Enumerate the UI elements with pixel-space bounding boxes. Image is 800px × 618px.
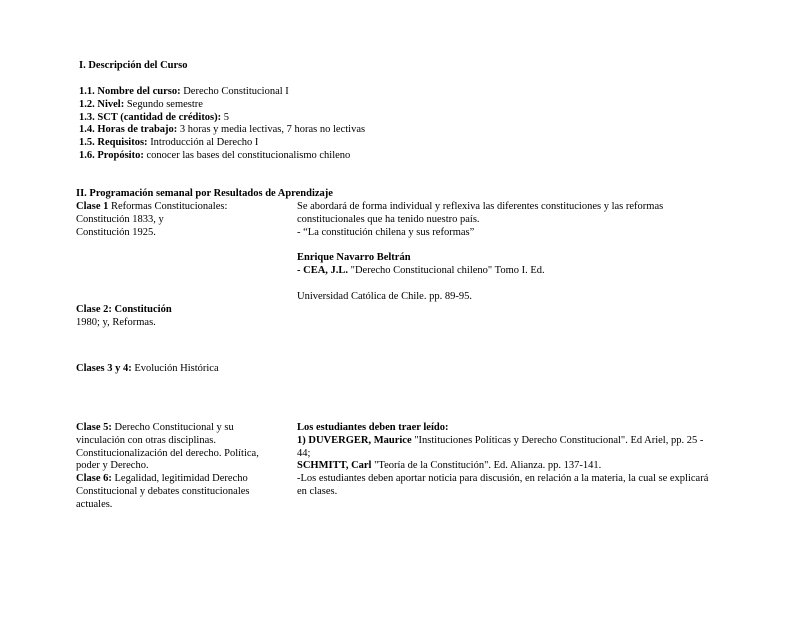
purpose-row [79,150,365,163]
duverger-reference [297,435,717,461]
section-2-heading [76,188,333,201]
course-description-list [79,86,365,163]
discussion-note: -Los estudiantes deben aportar noticia para discusión, en relación a la materia, la cual se explicará en clases. [297,473,709,497]
course-name-row [79,86,365,99]
clase-1-block [76,201,286,239]
clase-1-text: Reformas Constitucionales: [108,201,228,212]
readings-heading: Los estudiantes deben traer leído: [297,422,449,433]
clase-1-description [297,201,717,239]
course-name-value: Derecho Constitucional I [180,86,289,97]
clases-3-4-line [76,363,219,376]
clase-1-reading-title: - “La constitución chilena y sus reformas” [297,226,475,238]
hours-value: 3 horas y media lectivas, 7 horas no lectivas [177,124,366,136]
clase-6-entry [76,473,276,511]
cea-author: - CEA, J.L. [297,264,349,276]
clase-5-text: Derecho Constitucional y su vinculación con otras disciplinas. Constitucionalización del derecho. Política, poder y Derecho. [76,422,259,472]
clase-1-line-3: Constitución 1925. [76,226,156,238]
clase-1-description-text: Se abordará de forma individual y reflexiva las diferentes constituciones y las reformas constitucionales que ha tenido nuestro país. [297,201,664,225]
credits-label: 1.3. SCT (cantidad de créditos): [79,111,222,123]
requirements-label: 1.5. Requisitos: [79,137,148,149]
cea-publisher: Universidad Católica de Chile. pp. 89-95. [297,291,472,302]
clase-1-label: Clase 1 [76,201,109,212]
clase-5-label: Clase 5: [76,422,112,433]
clase-2-label: Clase 2: Constitución [76,304,172,315]
credits-row [79,112,365,125]
cea-publisher-line [297,291,472,304]
cea-reference-line [297,265,545,278]
course-name-label: 1.1. Nombre del curso: [79,86,181,97]
credits-value: 5 [221,111,230,123]
duverger-author: 1) DUVERGER, Maurice [297,434,412,446]
clase-1-line [76,201,286,214]
section-1-title: I. Descripción del Curso [79,60,188,71]
purpose-label: 1.6. Propósito: [79,149,144,161]
level-row [79,99,365,112]
level-value: Segundo semestre [124,98,203,110]
reference-author: Enrique Navarro Beltrán [297,252,411,263]
cea-title: "Derecho Constitucional chileno" Tomo I. Ed. [348,264,545,276]
clase-6-text: Legalidad, legitimidad Derecho Constitucional y debates constitucionales actuales. [76,473,250,510]
requirements-value: Introducción al Derecho I [147,137,259,149]
clase-1-reference [297,252,545,278]
duverger-title: "Instituciones Políticas y Derecho Constitucional". Ed Ariel, pp. 25 - 44; [297,434,704,459]
clases-3-4-label: Clases 3 y 4: [76,363,132,374]
clase-2-text: 1980; y, Reformas. [76,316,156,328]
schmitt-author: SCHMITT, Carl [297,460,372,472]
clase-6-label: Clase 6: [76,473,112,485]
readings-block [297,422,717,499]
schmitt-reference [297,460,717,473]
clase-1-line-2: Constitución 1833, y [76,213,164,225]
clases-3-4-block [76,363,219,376]
purpose-value: conocer las bases del constitucionalismo chileno [143,149,351,161]
requirements-row [79,137,365,150]
hours-label: 1.4. Horas de trabajo: [79,124,178,136]
section-2-title: II. Programación semanal por Resultados de Aprendizaje [76,188,333,199]
hours-row [79,124,365,137]
clase-5-6-block [76,422,276,512]
clase-5-entry [76,422,276,473]
clase-2-block [76,304,172,330]
clases-3-4-text: Evolución Histórica [131,363,219,374]
section-1-heading [79,60,188,73]
level-label: 1.2. Nivel: [79,98,125,110]
schmitt-title: "Teoría de la Constitución". Ed. Alianza. pp. 137-141. [371,460,602,472]
